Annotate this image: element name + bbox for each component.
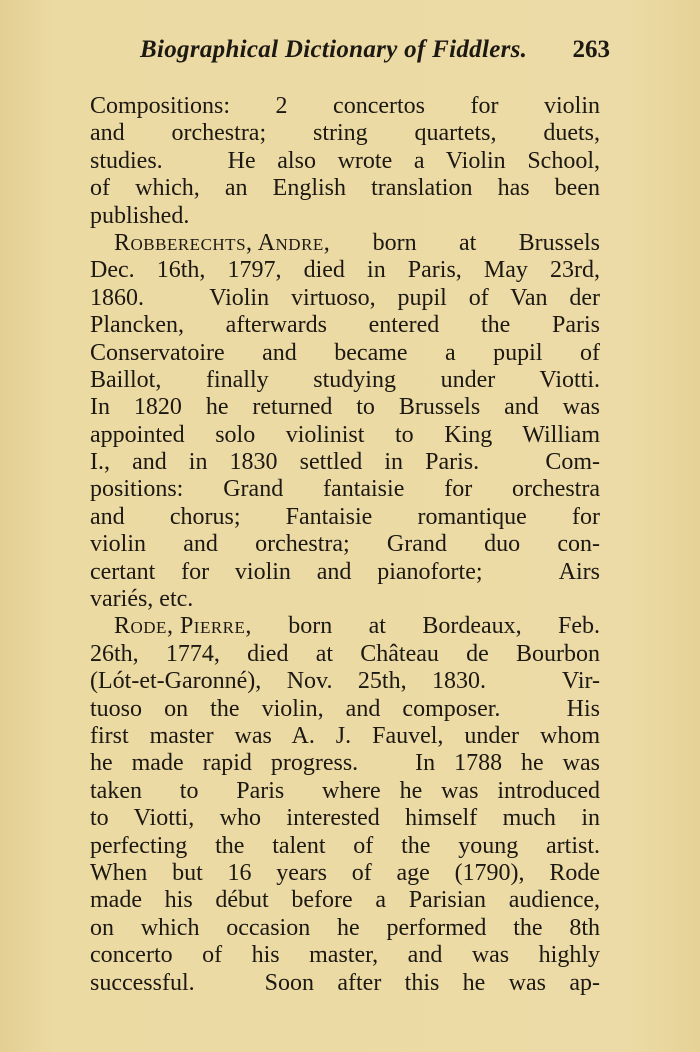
- text-line: [90, 559, 600, 586]
- text-line: [90, 175, 600, 202]
- text-line: [90, 120, 600, 147]
- line-text: variés, etc.: [90, 586, 194, 613]
- line-text: made his début before a Parisian audience,: [90, 887, 600, 914]
- line-text: perfecting the talent of the young artist.: [90, 832, 600, 859]
- line-text: concerto of his master, and was highly: [90, 942, 600, 969]
- text-line: [90, 613, 600, 640]
- text-line: [90, 422, 600, 449]
- line-text: and orchestra; string quartets, duets,: [90, 120, 600, 147]
- line-text: on which occasion he performed the 8th: [90, 914, 600, 941]
- text-line: [90, 668, 600, 695]
- text-line: [90, 203, 600, 230]
- text-line: [90, 476, 600, 503]
- line-text: appointed solo violinist to King William: [90, 421, 600, 448]
- text-line: [90, 641, 600, 668]
- line-text: In 1820 he returned to Brussels and was: [90, 394, 600, 421]
- text-line: [90, 915, 600, 942]
- line-text: (Lót-et-Garonné), Nov. 25th, 1830. Vir-: [90, 668, 600, 695]
- running-header: [140, 36, 610, 72]
- text-line: [90, 504, 600, 531]
- text-line: [90, 586, 600, 613]
- text-line: [90, 93, 600, 120]
- text-line: [90, 723, 600, 750]
- line-text: and chorus; Fantaisie romantique for: [90, 503, 600, 530]
- text-line: [90, 148, 600, 175]
- text-line: [90, 805, 600, 832]
- line-text: certant for violin and pianoforte; Airs: [90, 558, 600, 585]
- line-text: of which, an English translation has been: [90, 175, 600, 202]
- entry-headword: Robberechts, Andre,: [114, 229, 331, 256]
- line-text: 1860. Violin virtuoso, pupil of Van der: [90, 284, 600, 311]
- text-line: [90, 970, 600, 997]
- page-number: 263: [572, 36, 610, 63]
- line-text: he made rapid progress. In 1788 he was: [90, 750, 600, 777]
- running-title: Biographical Dictionary of Fiddlers.: [140, 36, 528, 63]
- line-text: published.: [90, 202, 190, 229]
- line-text: Baillot, finally studying under Viotti.: [90, 366, 600, 393]
- line-text: to Viotti, who interested himself much in: [90, 805, 600, 832]
- text-line: [90, 394, 600, 421]
- line-text: studies. He also wrote a Violin School,: [90, 147, 600, 174]
- line-text: Conservatoire and became a pupil of: [90, 339, 600, 366]
- line-text: tuoso on the violin, and composer. His: [90, 695, 600, 722]
- text-line: [90, 257, 600, 284]
- body-text: [90, 93, 600, 997]
- line-text: violin and orchestra; Grand duo con-: [90, 531, 600, 558]
- text-line: [90, 367, 600, 394]
- text-line: [90, 887, 600, 914]
- text-line: [90, 449, 600, 476]
- line-text: positions: Grand fantaisie for orchestra: [90, 476, 600, 503]
- entry-headword: Rode, Pierre,: [114, 613, 252, 640]
- text-line: [90, 833, 600, 860]
- text-line: [90, 340, 600, 367]
- line-text: born at Brussels: [330, 229, 600, 256]
- text-line: [90, 230, 600, 257]
- text-line: [90, 942, 600, 969]
- text-line: [90, 531, 600, 558]
- text-line: [90, 285, 600, 312]
- line-text: When but 16 years of age (1790), Rode: [90, 859, 600, 886]
- line-text: Plancken, afterwards entered the Paris: [90, 312, 600, 339]
- line-text: born at Bordeaux, Feb.: [251, 613, 600, 640]
- text-line: [90, 696, 600, 723]
- line-text: Compositions: 2 concertos for violin: [90, 93, 600, 119]
- line-text: first master was A. J. Fauvel, under whom: [90, 722, 600, 749]
- line-text: taken to Paris where he was introduced: [90, 777, 600, 804]
- text-line: [90, 778, 600, 805]
- text-line: [90, 312, 600, 339]
- line-text: I., and in 1830 settled in Paris. Com-: [90, 449, 600, 476]
- text-line: [90, 860, 600, 887]
- line-text: successful. Soon after this he was ap-: [90, 969, 600, 996]
- line-text: 26th, 1774, died at Château de Bourbon: [90, 640, 600, 667]
- line-text: Dec. 16th, 1797, died in Paris, May 23rd,: [90, 257, 600, 284]
- text-line: [90, 750, 600, 777]
